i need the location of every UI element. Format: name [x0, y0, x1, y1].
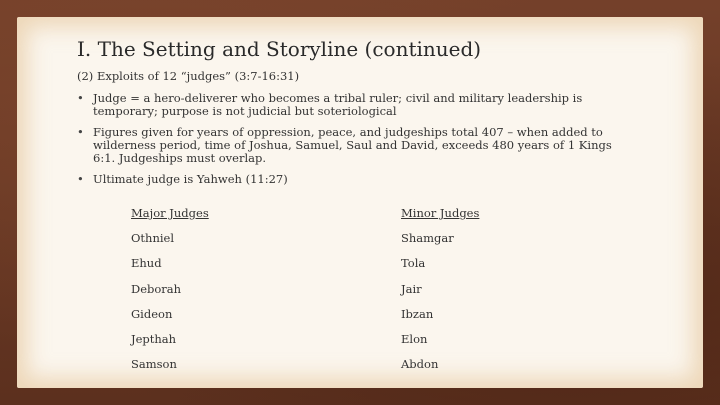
judge-name: Shamgar [401, 231, 454, 245]
judge-name: Ehud [131, 256, 162, 271]
judge-name: Jair [401, 281, 422, 296]
minor-judges-heading: Minor Judges [401, 206, 480, 220]
slide-title: I. The Setting and Storyline (continued) [77, 37, 482, 61]
judge-name: Jepthah [131, 332, 177, 347]
minor-judges-column [401, 205, 581, 382]
judge-name: Ibzan [401, 306, 434, 321]
judge-name: Samson [131, 357, 177, 372]
major-judges-column [131, 205, 311, 382]
judge-name: Elon [401, 332, 428, 347]
slide [17, 17, 703, 388]
bullet-item: • Judge = a hero-deliverer who becomes a tribal ruler; civil and military leadership is temporary; purpose is not judicial but soteriological [77, 92, 637, 118]
slide-subtitle: (2) Exploits of 12 “judges” (3:7-16:31) [77, 69, 300, 83]
bullet-list [77, 92, 637, 194]
judge-name: Gideon [131, 306, 173, 321]
judge-name: Abdon [401, 357, 439, 372]
major-judges-heading: Major Judges [131, 206, 209, 220]
judge-name: Deborah [131, 281, 182, 296]
judge-name: Tola [401, 256, 426, 271]
bullet-item: • Figures given for years of oppression, peace, and judgeships total 407 – when added to wilderness period, time of Joshua, Samuel, Saul and David, exceeds 480 years of 1 Kings 6:1. Judgeships must overlap. [77, 126, 637, 165]
bullet-item: • Ultimate judge is Yahweh (11:27) [77, 173, 637, 186]
judge-name: Othniel [131, 231, 175, 245]
